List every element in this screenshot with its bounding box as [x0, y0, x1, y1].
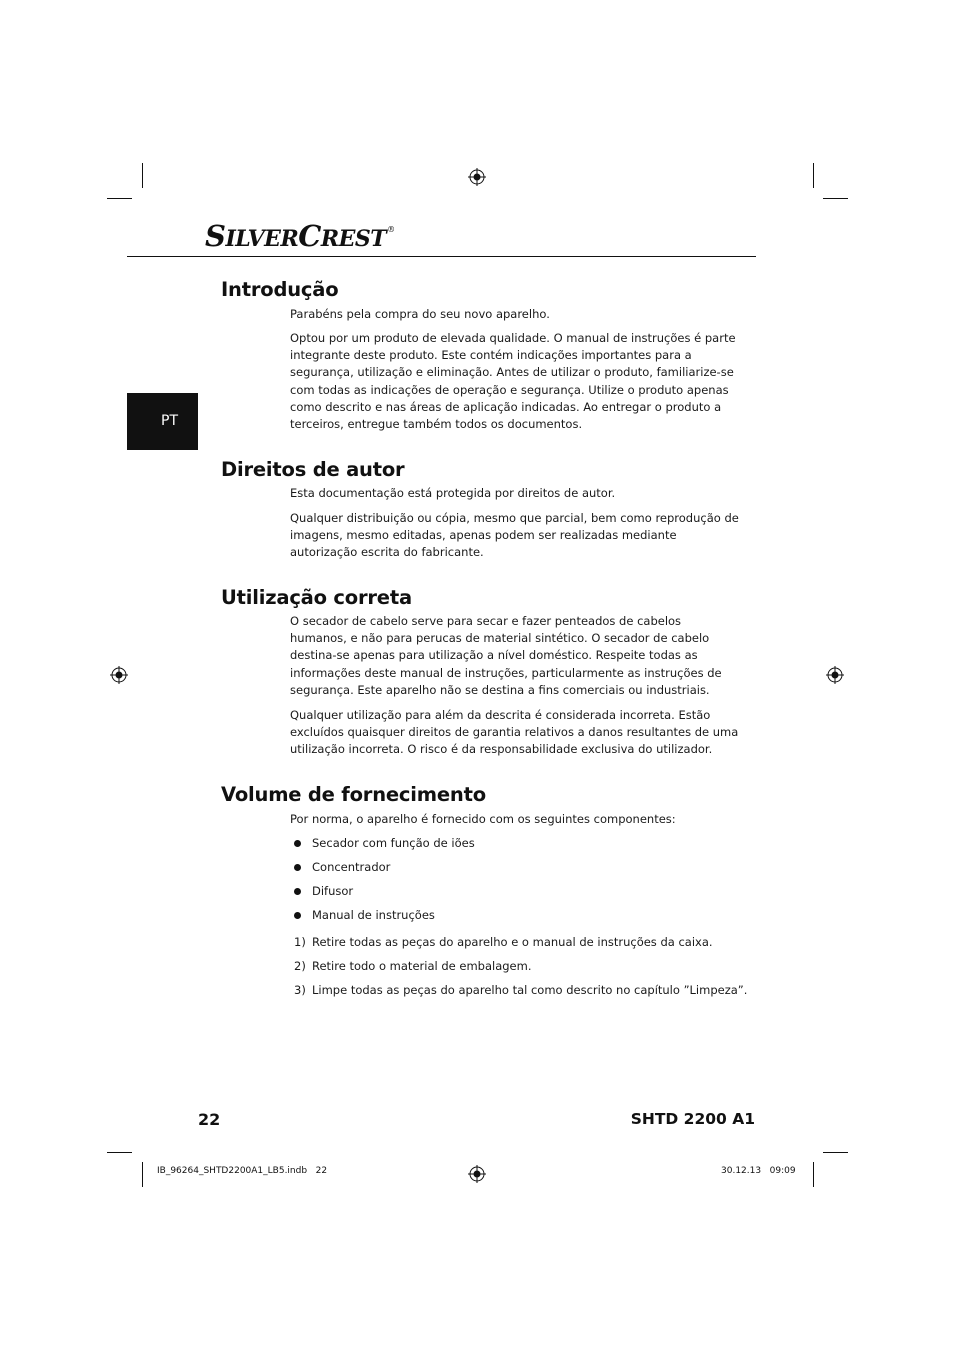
copyright-paragraph-1: Esta documentação está protegida por direitos de autor.	[290, 486, 616, 500]
step-text: Limpe todas as peças do aparelho tal como descrito no capítulo ”Limpeza”.	[312, 983, 748, 997]
crop-mark	[813, 1162, 814, 1187]
section-heading-copyright: Direitos de autor	[221, 458, 405, 481]
crop-mark	[107, 1152, 132, 1153]
list-item-text: Secador com função de iões	[312, 836, 475, 850]
model-number: SHTD 2200 A1	[630, 1110, 755, 1128]
brand-word: ILVER	[225, 226, 299, 252]
page-number: 22	[198, 1110, 221, 1129]
registration-mark-icon	[468, 168, 486, 186]
bullet-icon	[294, 912, 301, 919]
intro-paragraph-2: Optou por um produto de elevada qualidade. O manual de instruções é parte integrante deste produto. Este contém indicações importantes para a segurança, utilização e eliminação. Antes de utilizar o produto, familiarize-se com todas as indicações de operação e segurança. Utilize o produto apenas como descrito e nas áreas de aplicação indicadas. Ao entregar o produto a terceiros, entregue também todos os documentos.	[290, 331, 736, 432]
crop-mark	[823, 198, 848, 199]
brand-logo	[205, 219, 395, 253]
header-rule	[127, 256, 756, 257]
list-item-text: Concentrador	[312, 860, 391, 874]
step-number: 2)	[294, 959, 306, 973]
crop-mark	[107, 198, 132, 199]
step-number: 1)	[294, 935, 306, 949]
bullet-icon	[294, 864, 301, 871]
step-number: 3)	[294, 983, 306, 997]
step-text: Retire todo o material de embalagem.	[312, 959, 532, 973]
language-tab	[127, 393, 198, 450]
slug-file: IB_96264_SHTD2200A1_LB5.indb 22	[157, 1166, 328, 1176]
section-heading-supply: Volume de fornecimento	[221, 783, 486, 806]
step-text: Retire todas as peças do aparelho e o manual de instruções da caixa.	[312, 935, 713, 949]
supply-intro: Por norma, o aparelho é fornecido com os seguintes componentes:	[290, 812, 676, 826]
brand-initial: C	[298, 219, 321, 253]
list-item-text: Manual de instruções	[312, 908, 435, 922]
bullet-icon	[294, 888, 301, 895]
section-heading-intro: Introdução	[221, 278, 339, 301]
registration-mark-icon	[110, 666, 128, 684]
usage-paragraph-2: Qualquer utilização para além da descrita é considerada incorreta. Estão excluídos quaisquer direitos de garantia relativos a danos resultantes de uma utilização incorreta. O risco é da responsabilidade exclusiva do utilizador.	[290, 708, 739, 757]
slug-datetime: 30.12.13 09:09	[721, 1166, 796, 1176]
copyright-paragraph-2: Qualquer distribuição ou cópia, mesmo que parcial, bem como reprodução de imagens, mesmo editadas, apenas podem ser realizadas mediante autorização escrita do fabricante.	[290, 511, 739, 560]
list-item-text: Difusor	[312, 884, 354, 898]
crop-mark	[823, 1152, 848, 1153]
intro-paragraph-1: Parabéns pela compra do seu novo aparelho.	[290, 307, 550, 321]
crop-mark	[142, 1162, 143, 1187]
registered-mark: ®	[387, 225, 395, 234]
registration-mark-icon	[826, 666, 844, 684]
brand-initial: S	[205, 219, 226, 253]
usage-paragraph-1: O secador de cabelo serve para secar e fazer penteados de cabelos humanos, e não para perucas de material sintético. O secador de cabelo destina-se apenas para utilização a nível doméstico. Respeite todas as informações deste manual de instruções, particularmente as instruções de segurança. Este aparelho não se destina a fins comerciais ou industriais.	[290, 614, 722, 697]
crop-mark	[813, 163, 814, 188]
brand-word: REST	[320, 226, 387, 252]
section-heading-usage: Utilização correta	[221, 586, 412, 609]
crop-mark	[142, 163, 143, 188]
registration-mark-icon	[468, 1165, 486, 1183]
language-tab-label: PT	[161, 413, 178, 429]
bullet-icon	[294, 840, 301, 847]
